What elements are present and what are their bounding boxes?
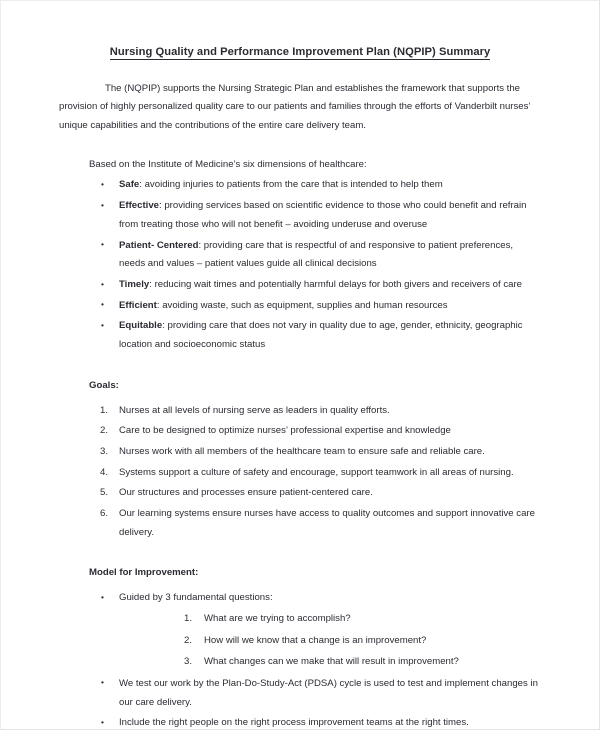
page-title-text: Nursing Quality and Performance Improvement Plan (NQPIP) Summary xyxy=(109,46,491,58)
dimension-term: Equitable xyxy=(119,320,163,332)
list-item: How will we know that a change is an improvement? xyxy=(204,634,427,646)
goals-list xyxy=(59,402,541,543)
page-title xyxy=(59,45,541,62)
spacer xyxy=(59,544,541,564)
dimension-description: : providing care that is respectful of and responsive to patient preferences, needs and values – patient values guide all clinical decisions xyxy=(119,239,514,270)
list-item: Systems support a culture of safety and encourage, support teamwork in all areas of nursing. xyxy=(119,466,514,478)
list-item: • Include the right people on the right process improvement teams at the right times. xyxy=(59,714,541,733)
list-item xyxy=(59,297,541,316)
list-item xyxy=(59,237,541,274)
dimensions-lead-in: Based on the Institute of Medicine’s six dimensions of healthcare: xyxy=(89,158,367,170)
dimension-term: Efficient xyxy=(119,299,157,311)
goals-heading: Goals: xyxy=(89,379,119,391)
dimension-term: Patient- Centered xyxy=(119,239,199,251)
dimension-description: : providing services based on scientific evidence to those who could benefit and refrain from treating those who will not benefit – avoiding underuse and overuse xyxy=(119,200,527,230)
list-item: • We test our work by the Plan-Do-Study-Act (PDSA) cycle is used to test and implement changes in our care delivery. xyxy=(59,675,541,712)
dimension-term: Effective xyxy=(119,200,159,212)
list-item: Our structures and processes ensure patient-centered care. xyxy=(119,487,373,499)
list-item xyxy=(59,276,541,295)
dimension-term: Timely xyxy=(119,279,150,290)
list-item: Nurses at all levels of nursing serve as leaders in quality efforts. xyxy=(119,404,390,416)
dimension-term: Safe xyxy=(119,179,140,191)
model-bullet-text: Guided by 3 fundamental questions: xyxy=(119,592,273,604)
model-for-improvement-list xyxy=(59,589,541,733)
list-item: Care to be designed to optimize nurses’ professional expertise and knowledge xyxy=(119,425,451,437)
dimension-description: : providing care that does not vary in quality due to age, gender, ethnicity, geographic location and socioeconomic status xyxy=(119,320,523,351)
list-item: What are we trying to accomplish? xyxy=(204,612,351,624)
list-item xyxy=(59,176,541,195)
dimensions-list xyxy=(59,176,541,354)
document-body xyxy=(1,1,599,729)
list-item: What changes can we make that will result in improvement? xyxy=(204,656,459,668)
fundamental-questions-list xyxy=(119,610,541,672)
list-item: Nurses work with all members of the healthcare team to ensure safe and reliable care. xyxy=(119,445,485,457)
list-item: Our learning systems ensure nurses have access to quality outcomes and support innovative care delivery. xyxy=(119,508,535,538)
spacer xyxy=(59,357,541,377)
list-item xyxy=(59,197,541,234)
intro-paragraph: The (NQPIP) supports the Nursing Strategic Plan and establishes the framework that supports the provision of highly personalized quality care to our patients and families through the efforts of Vanderbilt nurses’ unique capabilities and the contributions of the entire care delivery team. xyxy=(59,82,531,132)
model-for-improvement-heading: Model for Improvement: xyxy=(89,567,199,579)
dimension-description: : avoiding waste, such as equipment, supplies and human resources xyxy=(156,299,448,311)
list-item xyxy=(59,317,541,354)
dimension-description: : avoiding injuries to patients from the care that is intended to help them xyxy=(139,179,443,191)
list-item xyxy=(59,589,541,672)
dimension-description: : reducing wait times and potentially harmful delays for both givers and receivers of care xyxy=(149,279,522,290)
